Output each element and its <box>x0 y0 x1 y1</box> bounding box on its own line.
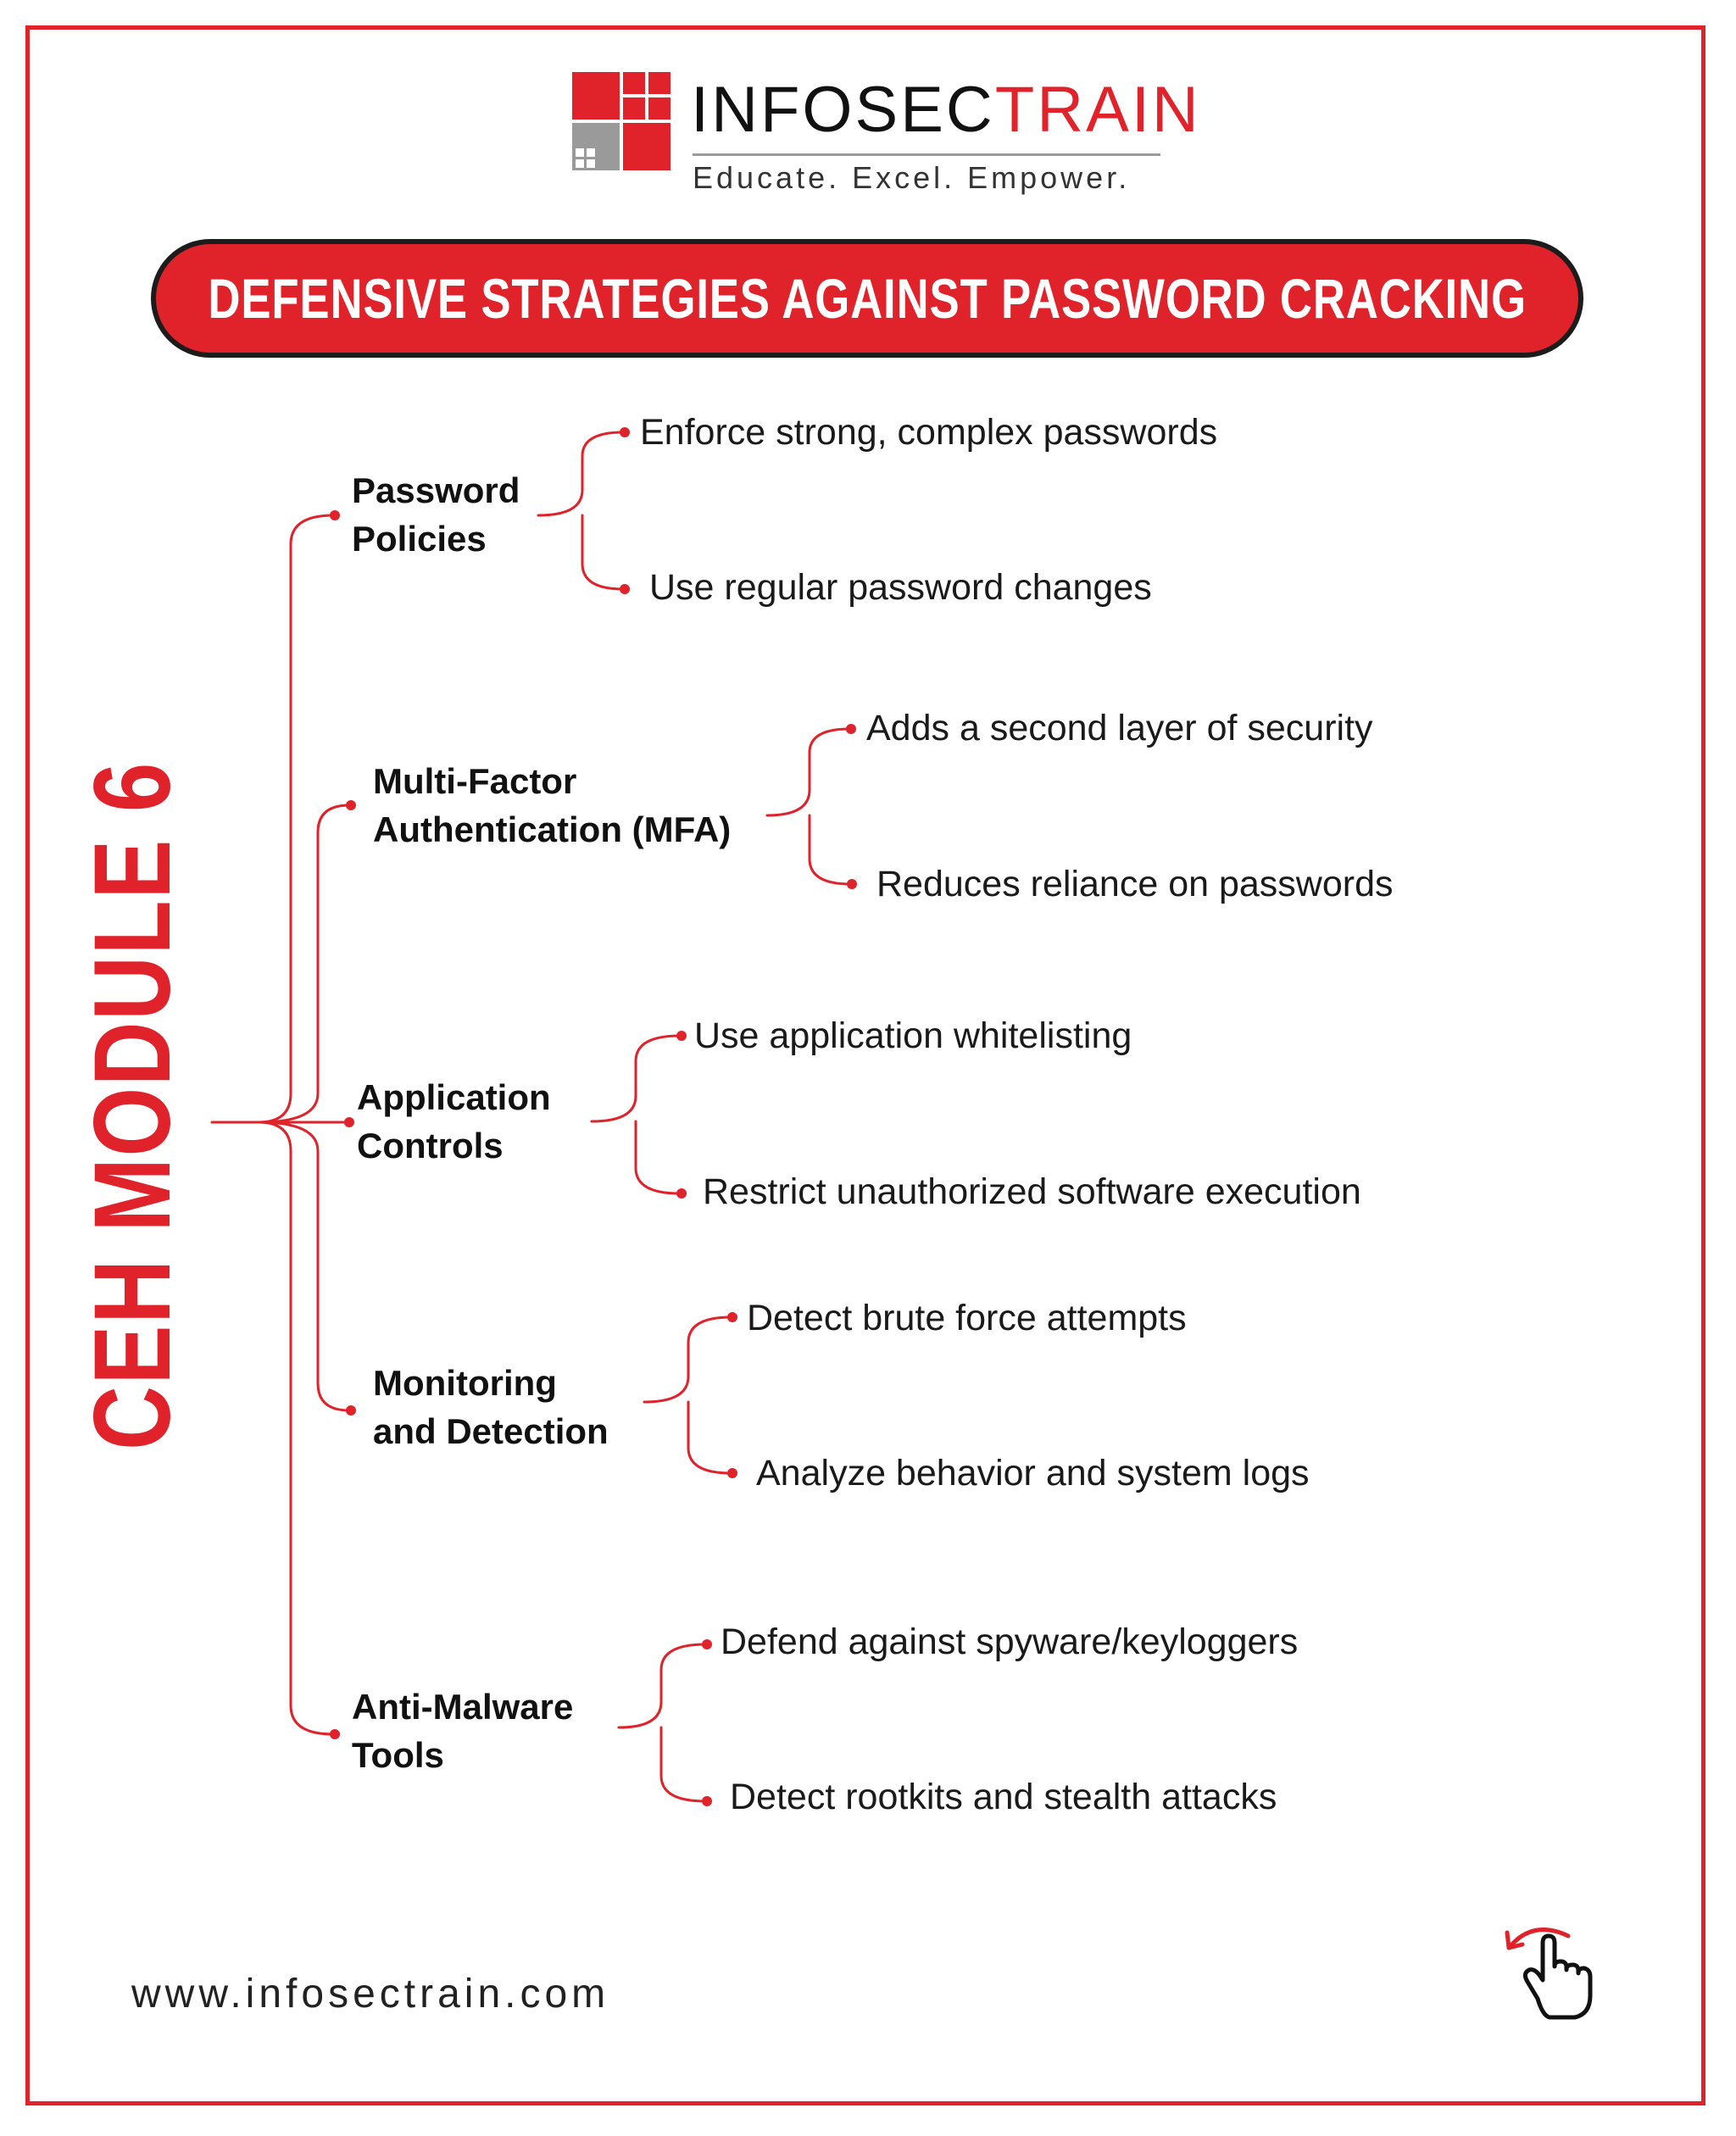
brand-name-part2: TRAIN <box>994 74 1201 146</box>
brand-tagline: Educate. Excel. Empower. <box>693 160 1131 195</box>
side-title-text: CEH MODULE 6 <box>72 760 194 1450</box>
point-item: Detect rootkits and stealth attacks <box>730 1777 1277 1817</box>
category-line: and Detection <box>373 1411 609 1451</box>
category-anti-malware-tools <box>352 1683 573 1779</box>
point-item: Restrict unauthorized software execution <box>703 1171 1361 1212</box>
branch-monitoring <box>259 1122 349 1410</box>
dot-point <box>620 584 630 594</box>
branch-anti-malware <box>259 1122 333 1734</box>
point-item: Enforce strong, complex passwords <box>640 412 1218 453</box>
category-line: Multi-Factor <box>373 761 577 801</box>
category-line: Password <box>352 470 520 510</box>
category-line: Anti-Malware <box>352 1687 574 1727</box>
dot-application-controls <box>344 1117 354 1127</box>
dot-point <box>620 427 630 437</box>
point-item: Adds a second layer of security <box>866 708 1373 748</box>
banner-title: DEFENSIVE STRATEGIES AGAINST PASSWORD CRACKING <box>208 267 1527 330</box>
category-password-policies <box>352 466 520 563</box>
point-item: Defend against spyware/keyloggers <box>721 1621 1299 1662</box>
bracket-mfa <box>767 729 850 884</box>
dot-mfa <box>346 800 356 810</box>
point-item: Reduces reliance on passwords <box>876 864 1394 904</box>
dot-point <box>727 1468 737 1478</box>
pointing-hand-icon <box>1499 1914 1600 2024</box>
branch-mfa <box>259 805 349 1122</box>
website-url[interactable]: www.infosectrain.com <box>131 1972 610 2016</box>
category-monitoring-detection <box>373 1359 609 1455</box>
dot-password-policies <box>330 510 340 520</box>
category-line: Tools <box>352 1735 444 1775</box>
dot-point <box>847 879 857 889</box>
category-line: Policies <box>352 519 487 559</box>
dot-point <box>727 1312 737 1322</box>
dot-anti-malware <box>330 1729 340 1739</box>
point-item: Use application whitelisting <box>694 1015 1132 1056</box>
point-item: Use regular password changes <box>649 567 1152 608</box>
category-application-controls <box>357 1073 551 1170</box>
category-line: Application <box>357 1077 551 1117</box>
bracket-application-controls <box>592 1036 680 1193</box>
point-item: Detect brute force attempts <box>747 1298 1187 1338</box>
bracket-monitoring <box>644 1317 731 1473</box>
category-line: Monitoring <box>373 1363 557 1403</box>
dot-point <box>676 1188 687 1199</box>
dot-point <box>702 1639 712 1649</box>
category-line: Authentication (MFA) <box>373 809 732 849</box>
brand-name-part1: INFOSEC <box>691 74 995 146</box>
dot-point <box>702 1796 712 1806</box>
bracket-password-policies <box>538 432 623 589</box>
category-mfa <box>373 757 731 854</box>
dot-point <box>846 724 856 734</box>
dot-monitoring <box>346 1405 356 1416</box>
bracket-anti-malware <box>619 1644 705 1801</box>
category-line: Controls <box>357 1126 504 1165</box>
point-item: Analyze behavior and system logs <box>756 1453 1310 1494</box>
dot-point <box>676 1031 687 1041</box>
